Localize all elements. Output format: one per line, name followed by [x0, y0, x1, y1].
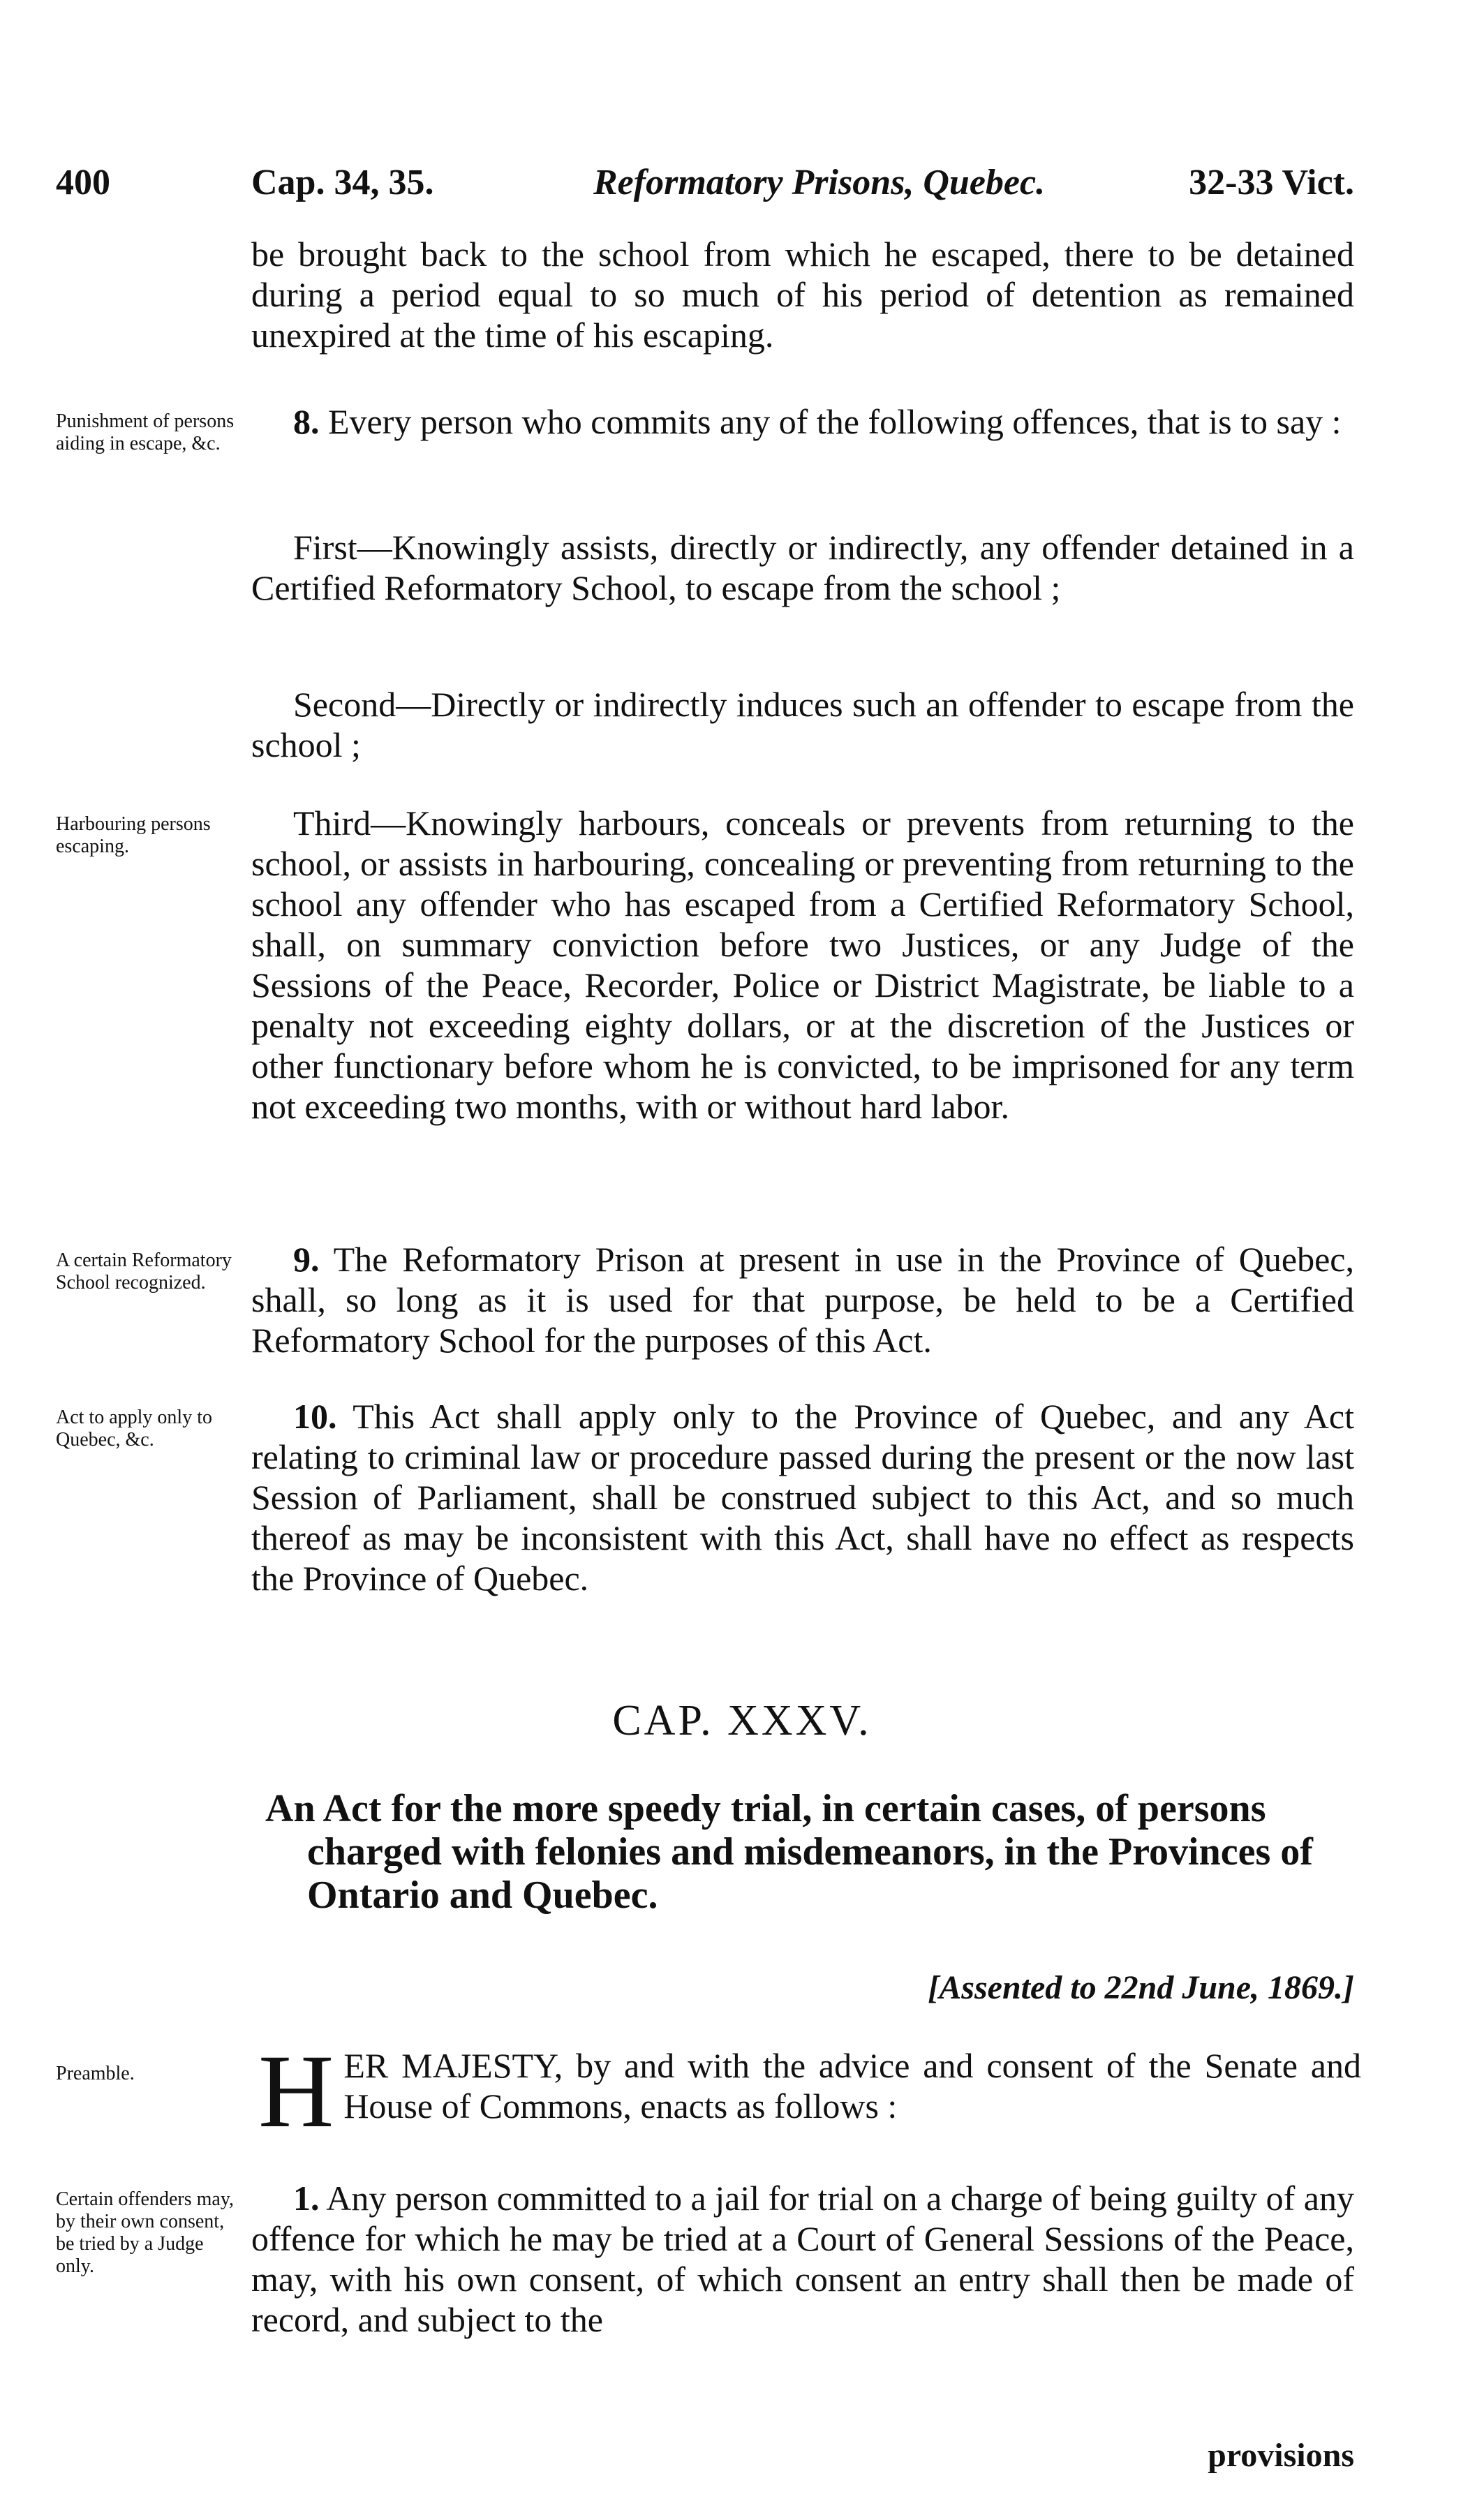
page-number: 400	[56, 163, 110, 202]
margin-note-s10: Act to apply only to Quebec, &c.	[56, 1407, 212, 1451]
section-1-number: 1.	[293, 2179, 320, 2218]
section-10-text: This Act shall apply only to the Province of Quebec, and any Act relating to criminal law or procedure passed during the present or the now last Session of Parliament, shall be construed subject to this Act, and so much thereof as may be inconsistent with this Act, shall have no effect as respects the Province of Quebec.	[251, 1397, 1354, 1598]
section-1	[251, 2178, 1354, 2340]
continuation-paragraph: be brought back to the school from which he escaped, there to be detained during a period equal to so much of his period of detention as remained unexpired at the time of his escaping.	[251, 235, 1354, 355]
section-8-text: Every person who commits any of the following offences, that is to say :	[328, 402, 1342, 441]
section-9-number: 9.	[293, 1240, 320, 1279]
section-8-third: Third—Knowingly harbours, conceals or prevents from returning to the school, or assists in harbouring, concealing or preventing from returning to the school any offender who has escaped from a Certified Reformatory School, shall, on summary conviction before two Justices, or any Judge of the Sessions of the Peace, Recorder, Police or District Magistrate, be liable to a penalty not exceeding eighty dollars, or at the discretion of the Justices or other functionary before whom he is convicted, to be imprisoned for any term not exceeding two months, with or without hard labor.	[251, 803, 1354, 1126]
section-9	[251, 1239, 1354, 1360]
chapter-heading: CAP. XXXV.	[612, 1697, 872, 1744]
chapter-reference: Cap. 34, 35.	[251, 163, 434, 202]
section-8-number: 8.	[293, 402, 320, 441]
section-8	[251, 401, 1354, 442]
assent-date: [Assented to 22nd June, 1869.]	[928, 1969, 1354, 2006]
margin-note-s1: Certain offenders may, by their own consent, be tried by a Judge only.	[56, 2188, 235, 2277]
preamble-text: ER MAJESTY, by and with the advice and consent of the Senate and House of Commons, enacts as follows :	[343, 2046, 1361, 2126]
drop-capital: H	[258, 2033, 334, 2149]
catchword: provisions	[1208, 2437, 1354, 2474]
margin-note-s9: A certain Reformatory School recognized.	[56, 1250, 232, 1293]
running-title: Reformatory Prisons, Quebec.	[593, 163, 1046, 202]
preamble	[251, 2033, 1361, 2149]
section-10	[251, 1396, 1354, 1599]
section-8-second: Second—Directly or indirectly induces such an offender to escape from the school ;	[251, 685, 1354, 764]
section-10-number: 10.	[293, 1397, 337, 1436]
margin-note-harbouring: Harbouring persons escaping.	[56, 813, 211, 857]
section-1-text: Any person committed to a jail for trial on a charge of being guilty of any offence for which he may be tried at a Court of General Sessions of the Peace, may, with his own consent, of which consent an entry shall then be made of record, and subject to the	[251, 2179, 1354, 2339]
running-header	[56, 162, 1354, 218]
act-title: An Act for the more speedy trial, in certain cases, of persons charged with felonies and misdemeanors, in the Provinces of Ontario and Quebec.	[265, 1787, 1313, 1917]
section-8-first: First—Knowingly assists, directly or indirectly, any offender detained in a Certified Reformatory School, to escape from the school ;	[251, 528, 1354, 607]
margin-note-s8: Punishment of persons aiding in escape, &c.	[56, 410, 235, 454]
regnal-year: 32-33 Vict.	[1189, 163, 1354, 202]
margin-note-preamble: Preamble.	[56, 2063, 135, 2084]
section-9-text: The Reformatory Prison at present in use in the Province of Quebec, shall, so long as it is used for that purpose, be held to be a Certified Reformatory School for the purposes of this Act.	[251, 1240, 1354, 1360]
